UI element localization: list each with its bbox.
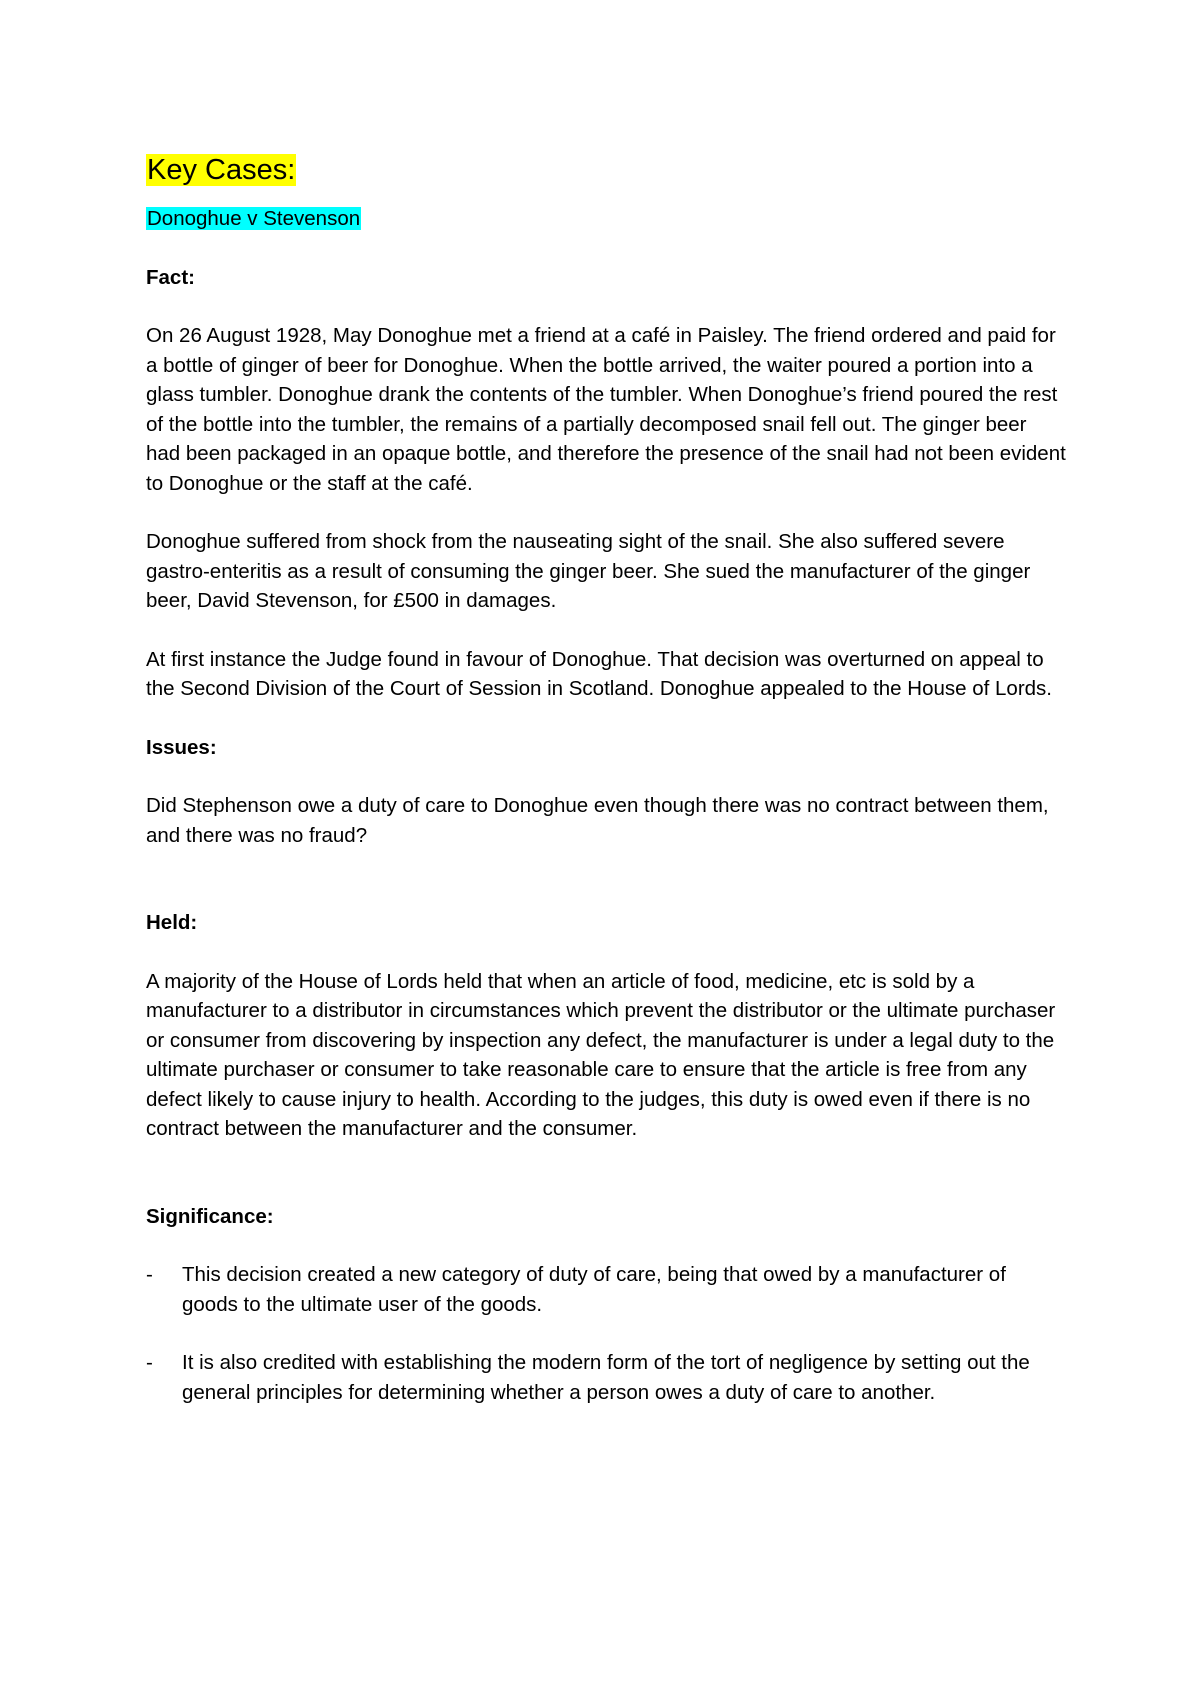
document-content xyxy=(146,150,1066,1407)
spacer xyxy=(146,704,1066,733)
dash-bullet-marker: - xyxy=(146,1263,153,1286)
held-paragraph: A majority of the House of Lords held that when an article of food, medicine, etc is sold by a manufacturer to a distributor in circumstances which prevent the distributor or the ultimate purchaser or consumer from discovering by inspection any defect, the manufacturer is under a legal duty to the ultimate purchaser or consumer to take reasonable care to ensure that the article is free from any defect likely to cause injury to health. According to the judges, this duty is owed even if there is no contract between the manufacturer and the consumer. xyxy=(146,969,1056,1140)
spacer xyxy=(146,938,1066,967)
spacer xyxy=(146,498,1066,527)
title-highlight: Key Cases: xyxy=(147,154,296,186)
fact-paragraph-1: On 26 August 1928, May Donoghue met a friend at a café in Paisley. The friend ordered and paid for a bottle of ginger of beer for Donoghue. When the bottle arrived, the waiter poured a portion into a glass tumbler. Donoghue drank the contents of the tumbler. When Donoghue’s friend poured the rest of the bottle into the tumbler, the remains of a partially decomposed snail fell out. The ginger beer had been packaged in an opaque bottle, and therefore the presence of the snail had not been evident to Donoghue or the staff at the café. xyxy=(146,324,1066,495)
spacer xyxy=(146,616,1066,645)
significance-item-text: It is also credited with establishing the modern form of the tort of negligence by setting out the general principles for determining whether a person owes a duty of care to another. xyxy=(182,1351,1030,1404)
dash-bullet-marker: - xyxy=(146,1351,153,1374)
spacer xyxy=(146,1144,1066,1202)
significance-heading: Significance: xyxy=(146,1204,274,1228)
issues-heading: Issues: xyxy=(146,735,217,759)
significance-list xyxy=(146,1260,1066,1407)
spacer xyxy=(146,762,1066,791)
fact-paragraph-3: At first instance the Judge found in favour of Donoghue. That decision was overturned on appeal to the Second Division of the Court of Session in Scotland. Donoghue appealed to the House of Lords. xyxy=(146,647,1053,700)
fact-paragraph-2: Donoghue suffered from shock from the nauseating sight of the snail. She also suffered severe gastro-enteritis as a result of consuming the ginger beer. She sued the manufacturer of the ginger beer, David Stevenson, for £500 in damages. xyxy=(146,530,1031,612)
spacer xyxy=(146,292,1066,321)
issues-paragraph: Did Stephenson owe a duty of care to Donoghue even though there was no contract between them, and there was no fraud? xyxy=(146,794,1049,847)
spacer xyxy=(146,1231,1066,1260)
significance-item-text: This decision created a new category of duty of care, being that owed by a manufacturer of goods to the ultimate user of the goods. xyxy=(182,1263,1006,1316)
case-title xyxy=(146,204,1066,234)
case-title-highlight: Donoghue v Stevenson xyxy=(147,207,361,230)
fact-heading: Fact: xyxy=(146,265,195,289)
spacer xyxy=(146,234,1066,263)
list-item xyxy=(146,1260,1066,1319)
list-item xyxy=(146,1348,1066,1407)
page-title xyxy=(146,150,1066,190)
held-heading: Held: xyxy=(146,911,198,934)
spacer xyxy=(146,850,1066,908)
